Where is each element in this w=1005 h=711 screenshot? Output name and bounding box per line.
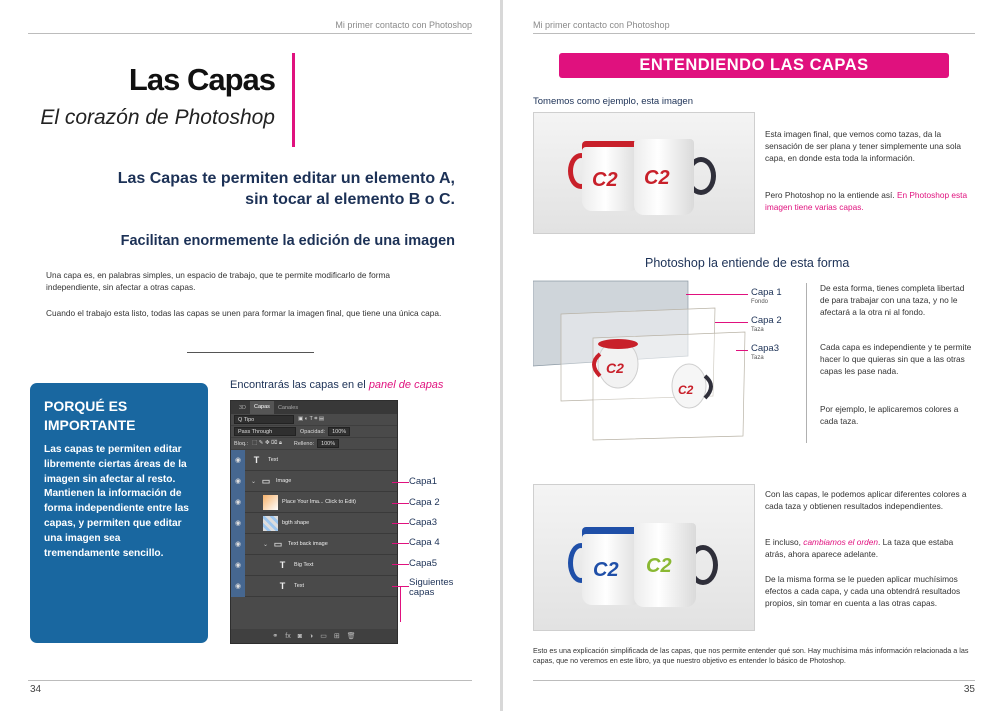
section-divider [187, 352, 314, 353]
link-icon[interactable]: ⚭ [272, 633, 279, 640]
vertical-separator [806, 283, 807, 443]
explanation-text-6: Con las capas, le podemos aplicar diferentes colores a cada taza y obtienen resultados independientes. [765, 489, 967, 511]
diagram-sublabel-fondo: Fondo [751, 299, 769, 305]
lock-label: Bloq.: [234, 440, 249, 447]
callout-text: Las capas te permiten editar libremente ciertas áreas de la imagen sin afectar al resto. Mantienen la información de forma independiente entre las capas, y permiten que editar una imagen sea tremendamente sencillo. [44, 444, 189, 559]
mug-logo-diagram: C2 [678, 383, 694, 397]
title-accent-bar [292, 53, 295, 147]
explanation-plain: Pero Photoshop no la entiende así. [765, 190, 895, 200]
mug-logo: C2 [646, 555, 672, 577]
callout-line [392, 503, 409, 504]
panel-tabs [231, 401, 397, 414]
footer-rule [533, 680, 975, 681]
folder-icon: ▭ [273, 538, 283, 549]
lock-icons[interactable]: ⬚ ✎ ✥ ⌧ 🔒︎ [252, 440, 282, 446]
page-number: 35 [963, 684, 975, 695]
image-thumbnail-icon [263, 495, 278, 510]
panel-intro-text: Encontrarás las capas en el [230, 379, 366, 391]
diagram-sublabel-taza: Taza [751, 327, 764, 333]
explanation-text-1: Esta imagen final, que vemos como tazas, da la sensación de ser plana y tener simplemente una sola capa, en donde esta toda la información. [765, 129, 962, 163]
right-page [503, 0, 1005, 711]
callout-line [392, 523, 409, 524]
mug-logo-diagram: C2 [606, 360, 624, 376]
mugs-photo-recolored [533, 484, 755, 631]
filter-select[interactable]: Q Tipo [234, 415, 294, 424]
mask-icon[interactable]: ◙ [297, 632, 302, 640]
blend-row [231, 426, 397, 438]
callout-line [392, 543, 409, 544]
layer-row[interactable] [231, 513, 397, 534]
layers-exploded-diagram [533, 276, 748, 446]
callout-line [392, 482, 409, 483]
visibility-eye-icon[interactable]: ◉ [231, 492, 245, 513]
layer-row[interactable] [231, 471, 397, 492]
callout-title: PORQUÉ ES IMPORTANTE [44, 398, 136, 433]
callout-line [392, 564, 409, 565]
new-layer-icon[interactable]: ⊞ [333, 633, 340, 640]
explanation-highlight: En Photoshop esta imagen tiene varias capas. [765, 190, 968, 212]
mug-logo: C2 [593, 559, 619, 581]
layer-row[interactable] [231, 534, 397, 555]
label-capa-2: Capa 2 [409, 497, 440, 508]
chapter-title: Las Capas [128, 62, 275, 97]
layer-name: Text [268, 457, 279, 463]
diagram-label-capa-2: Capa 2 [751, 315, 782, 326]
lead-statement [118, 168, 455, 210]
layer-name: Big Text [294, 562, 314, 568]
chevron-down-icon[interactable]: ⌄ [263, 541, 269, 548]
diagram-sublabel-taza: Taza [751, 355, 764, 361]
fill-label: Relleno: [293, 440, 315, 447]
importance-callout [30, 383, 208, 643]
secondary-heading: Facilitan enormemente la edición de una imagen [120, 233, 455, 249]
explanation-text-8: De la misma forma se le pueden aplicar muchísimos efectos a cada capa, y cada una obtendrá resultados propios, sin tomar en cuenta a las otras capas. [765, 574, 961, 608]
fx-icon[interactable]: fx [285, 632, 291, 640]
explanation-text-5: Por ejemplo, le aplicaremos colores a cada taza. [820, 404, 959, 426]
label-capa-5: Capa5 [409, 558, 437, 569]
layer-row[interactable] [231, 450, 397, 471]
folder-icon: ▭ [261, 475, 271, 486]
layer-name: Place Your Ima... Click to Edit) [282, 499, 356, 505]
lead-line-1: Las Capas te permiten editar un elemento A, [117, 170, 455, 187]
panel-intro-highlight: panel de capas [368, 379, 444, 391]
label-capa-3: Capa3 [409, 517, 437, 528]
visibility-eye-icon[interactable]: ◉ [231, 450, 245, 471]
panel-bottom-toolbar [231, 629, 397, 643]
explanation-text-7 [765, 537, 975, 561]
tab-3d[interactable]: 3D [239, 404, 247, 411]
paragraph-merge: Cuando el trabajo esta listo, todas las capas se unen para formar la imagen final, que tiene una única capa. [46, 308, 442, 318]
visibility-eye-icon[interactable]: ◉ [231, 534, 245, 555]
mug-logo: C2 [592, 169, 618, 191]
layer-row[interactable] [231, 492, 397, 513]
layer-name: Text [294, 583, 305, 589]
explanation-plain: . La taza que estaba atrás, ahora aparece adelante. [765, 537, 954, 559]
layer-name: Image [276, 478, 292, 484]
layer-row[interactable] [231, 555, 397, 576]
mug-logo: C2 [644, 167, 670, 189]
visibility-eye-icon[interactable]: ◉ [231, 555, 245, 576]
diagram-label-capa-3: Capa3 [751, 343, 779, 354]
layer-name: Text back image [288, 541, 328, 547]
explanation-text-4: Cada capa es independiente y te permite hacer lo que quieras sin que a las otras capas les pase nada. [820, 342, 972, 376]
lead-line-2: sin tocar al elemento B o C. [245, 191, 455, 208]
page-footnote: Esto es una explicación simplificada de las capas, que nos permite entender qué son. Hay muchísima más información relacionada a las capas, que no veremos en este libro, ya que nuestro objetivo es entender lo básico de Photoshop. [533, 646, 969, 666]
photoshop-layers-panel [230, 400, 398, 644]
running-head: Mi primer contacto con Photoshop [335, 20, 472, 30]
text-layer-icon: T [279, 581, 286, 591]
filter-icons: ▣ ◐ T ⌗ ▤ [298, 416, 325, 422]
filter-row [231, 414, 397, 426]
panel-intro [230, 379, 443, 391]
opacity-label: Opacidad: [300, 428, 326, 435]
paragraph-definition: Una capa es, en palabras simples, un espacio de trabajo, que te permite modificarlo de forma independiente, sin afectar a otras capas. [46, 270, 391, 292]
folder-icon[interactable]: ▭ [320, 633, 327, 640]
layer-row[interactable] [231, 576, 397, 597]
intro-caption: Tomemos como ejemplo, esta imagen [533, 96, 693, 107]
text-layer-icon: T [253, 455, 260, 465]
adjustment-icon[interactable]: ◑ [308, 632, 314, 640]
visibility-eye-icon[interactable]: ◉ [231, 576, 245, 597]
callout-line [686, 294, 748, 295]
explanation-text-3: De esta forma, tienes completa libertad de para trabajar con una taza, y no le afectará a la otra ni al fondo. [820, 283, 965, 317]
visibility-eye-icon[interactable]: ◉ [231, 471, 245, 492]
layer-name: bgth shape [282, 520, 310, 526]
explanation-text-2 [765, 190, 975, 214]
tab-canales[interactable]: Canales [277, 404, 299, 411]
label-capa-4: Capa 4 [409, 537, 440, 548]
shape-thumbnail-icon [263, 516, 278, 531]
chapter-subtitle: El corazón de Photoshop [40, 106, 275, 129]
fill-input[interactable]: 100% [317, 439, 339, 448]
mugs-photo-original [533, 112, 755, 234]
label-siguientes-capas: Siguientes capas [409, 577, 454, 598]
tab-capas[interactable]: Capas [250, 401, 274, 414]
page-number: 34 [30, 684, 42, 695]
diagram-heading: Photoshop la entiende de esta forma [645, 256, 850, 270]
text-layer-icon: T [279, 560, 286, 570]
header-rule [28, 33, 472, 34]
chevron-down-icon[interactable]: ⌄ [251, 478, 257, 485]
footer-rule [28, 680, 472, 681]
explanation-highlight: cambiamos el orden [803, 537, 879, 547]
section-banner: ENTENDIENDO LAS CAPAS [559, 53, 949, 78]
mug-red-rim [598, 339, 638, 349]
label-capa-1: Capa1 [409, 476, 437, 487]
trash-icon[interactable]: 🗑︎ [346, 633, 356, 640]
left-page [0, 0, 500, 711]
visibility-eye-icon[interactable]: ◉ [231, 513, 245, 534]
running-head: Mi primer contacto con Photoshop [533, 20, 670, 30]
callout-bracket [400, 587, 401, 622]
diagram-label-capa-1: Capa 1 [751, 287, 782, 298]
header-rule [533, 33, 975, 34]
lock-row [231, 438, 397, 450]
callout-line [715, 322, 748, 323]
opacity-input[interactable]: 100% [328, 427, 350, 436]
callout-line [736, 350, 748, 351]
blend-mode-select[interactable]: Pass Through [234, 427, 296, 436]
explanation-plain: E incluso, [765, 537, 801, 547]
